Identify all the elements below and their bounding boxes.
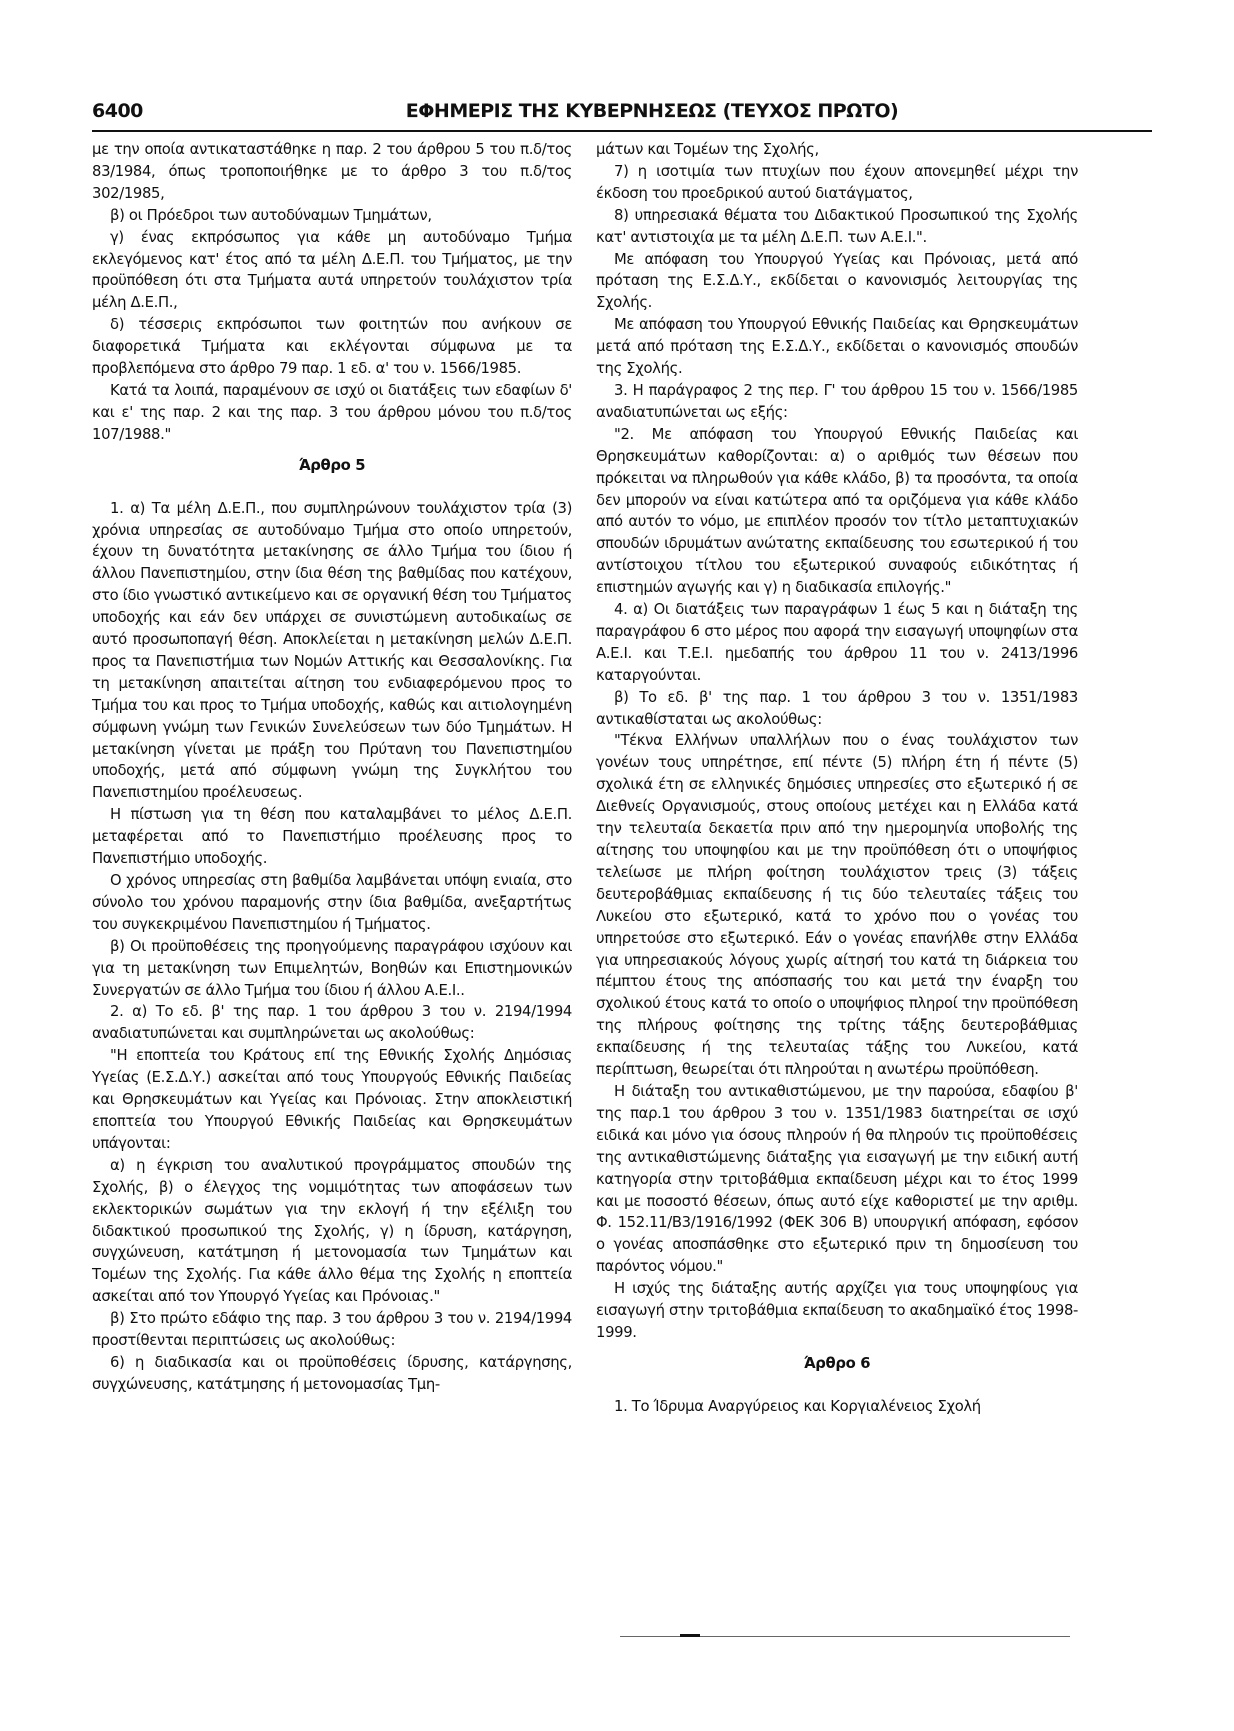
paragraph: με την οποία αντικαταστάθηκε η παρ. 2 του άρθρου 5 του π.δ/τος 83/1984, όπως τροποποιήθηκε με το άρθρο 3 του π.δ/τος 302/1985, bbox=[92, 141, 572, 202]
paragraph: 6) η διαδικασία και οι προϋποθέσεις ίδρυσης, κατάργησης, συγχώνευσης, κατάτμησης ή μετονομασίας Τμη- bbox=[92, 1353, 572, 1393]
paragraph: Κατά τα λοιπά, παραμένουν σε ισχύ οι διατάξεις των εδαφίων δ' και ε' της παρ. 2 και της παρ. 3 του άρθρου μόνου του π.δ/τος 107/1988." bbox=[92, 381, 572, 443]
paragraph: 1. Το Ίδρυμα Αναργύρειος και Κοργιαλένειος Σχολή bbox=[614, 1397, 981, 1415]
gazette-title: ΕΦΗΜΕΡΙΣ ΤΗΣ ΚΥΒΕΡΝΗΣΕΩΣ (ΤΕΥΧΟΣ ΠΡΩΤΟ) bbox=[405, 100, 899, 122]
paragraph: Η ισχύς της διάταξης αυτής αρχίζει για τους υποψηφίους για εισαγωγή στην τριτοβάθμια εκπαίδευση το ακαδημαϊκό έτος 1998-1999. bbox=[596, 1280, 1078, 1341]
right-column bbox=[596, 139, 1078, 1418]
paragraph: δ) τέσσερις εκπρόσωποι των φοιτητών που ανήκουν σε διαφορετικά Τμήματα και εκλέγονται σύμφωνα με τα προβλεπόμενα στο άρθρο 79 παρ. 1 εδ. α' του ν. 1566/1985. bbox=[92, 316, 572, 378]
paragraph: Η πίστωση για τη θέση που καταλαμβάνει το μέλος Δ.Ε.Π. μεταφέρεται από το Πανεπιστήμιο προέλευσης προς το Πανεπιστήμιο υποδοχής. bbox=[92, 806, 572, 868]
article-heading: Άρθρο 5 bbox=[298, 456, 366, 474]
paragraph: γ) ένας εκπρόσωπος για κάθε μη αυτοδύναμο Τμήμα εκλεγόμενος κατ' έτος από τα μέλη Δ.Ε.Π. του Τμήματος, με την προϋπόθεση ότι στα Τμήματα αυτά υπηρετούν τουλάχιστον τρία μέλη Δ.Ε.Π., bbox=[92, 228, 572, 312]
paragraph: "Τέκνα Ελλήνων υπαλλήλων που ο ένας τουλάχιστον των γονέων τους υπηρέτησε, επί πέντε (5) πλήρη έτη ή πέντε (5) σχολικά έτη σε ελληνικές δημόσιες υπηρεσίες στο εξωτερικό ή σε Διεθνείς Οργανισμούς, στους οποίους μετέχει και η Ελλάδα κατά την τελευταία δεκαετία πριν από την ημερομηνία υποβολής της αίτησης του υποψηφίου και με την προϋπόθεση ότι ο υποψήφιος τελείωσε με πλήρη φοίτηση τουλάχιστον τρεις (3) τάξεις δευτεροβάθμιας εκπαίδευσης ή τις δύο τελευταίες τάξεις του Λυκείου στο εξωτερικό, κατά το χρόνο που ο γονέας του υπηρετούσε στο εξωτερικό. Εάν ο γονέας επανήλθε στην Ελλάδα για υπηρεσιακούς λόγους χωρίς αίτησή του κατά τη διάρκεια του πέμπτου έτους της απόσπασής του και μετά την έναρξη του σχολικού έτους κατά το οποίο ο υποψήφιος πληροί την προϋπόθεση της πλήρους φοίτησης της τρίτης τάξης δευτεροβάθμιας εκπαίδευσης ή της τελευταίας τάξης του Λυκείου, κατά περίπτωση, θεωρείται ότι πληρούται η ανωτέρω προϋπόθεση. bbox=[596, 732, 1078, 1079]
paragraph: Με απόφαση του Υπουργού Εθνικής Παιδείας και Θρησκευμάτων μετά από πρόταση της Ε.Σ.Δ.Υ., εκδίδεται ο κανονισμός σπουδών της Σχολής. bbox=[596, 316, 1078, 378]
paragraph: Ο χρόνος υπηρεσίας στη βαθμίδα λαμβάνεται υπόψη ενιαία, στο σύνολο του χρόνου παραμονής στην ίδια βαθμίδα, ανεξαρτήτως του συγκεκριμένου Πανεπιστημίου ή Τμήματος. bbox=[92, 872, 572, 933]
left-column bbox=[92, 139, 572, 1396]
paragraph: 8) υπηρεσιακά θέματα του Διδακτικού Προσωπικού της Σχολής κατ' αντιστοιχία με τα μέλη Δ.Ε.Π. των Α.Ε.Ι.". bbox=[596, 206, 1078, 246]
paragraph: 3. Η παράγραφος 2 της περ. Γ' του άρθρου 15 του ν. 1566/1985 αναδιατυπώνεται ως εξής: bbox=[596, 381, 1078, 421]
paragraph: 7) η ισοτιμία των πτυχίων που έχουν απονεμηθεί μέχρι την έκδοση του προεδρικού αυτού διατάγματος, bbox=[596, 162, 1078, 202]
paragraph: μάτων και Τομέων της Σχολής, bbox=[596, 141, 819, 158]
paragraph: β) Το εδ. β' της παρ. 1 του άρθρου 3 του ν. 1351/1983 αντικαθίσταται ως ακολούθως: bbox=[596, 688, 1078, 728]
paragraph: β) Στο πρώτο εδάφιο της παρ. 3 του άρθρου 3 του ν. 2194/1994 προστίθενται περιπτώσεις ως ακολούθως: bbox=[92, 1310, 572, 1350]
footer-dash bbox=[680, 1634, 700, 1637]
paragraph: Η διάταξη του αντικαθιστώμενου, με την παρούσα, εδαφίου β' της παρ.1 του άρθρου 3 του ν. 1351/1983 διατηρείται σε ισχύ ειδικά και μόνο για όσους πληρούν ή θα πληρούν τις προϋποθέσεις της αντικαθιστώμενης διάταξης για εισαγωγή με την ειδική αυτή κατηγορία στην τριτοβάθμια εκπαίδευση μέχρι και το έτος 1999 και με ποσοστό θέσεων, όπως αυτό είχε καθοριστεί με την αριθμ. Φ. 152.11/Β3/1916/1992 (ΦΕΚ 306 Β) υπουργική απόφαση, εφόσον ο γονέας αποσπάσθηκε στο εξωτερικό πριν τη δημοσίευση του παρόντος νόμου." bbox=[596, 1082, 1078, 1276]
page-header bbox=[92, 100, 1152, 126]
paragraph: 1. α) Τα μέλη Δ.Ε.Π., που συμπληρώνουν τουλάχιστον τρία (3) χρόνια υπηρεσίας σε αυτοδύναμο Τμήμα στο οποίο υπηρετούν, έχουν τη δυνατότητα μετακίνησης σε άλλο Τμήμα του ίδιου ή άλλου Πανεπιστημίου, στην ίδια θέση της βαθμίδας που κατέχουν, στο ίδιο γνωστικό αντικείμενο και σε οργανική θέση του Τμήματος υποδοχής και εάν δεν υπάρχει σε συνιστώμενη αυτοδικαίως σε αυτό προσωποπαγή θέση. Αποκλείεται η μετακίνηση μελών Δ.Ε.Π. προς τα Πανεπιστήμια των Νομών Αττικής και Θεσσαλονίκης. Για τη μετακίνηση απαιτείται αίτηση του ενδιαφερόμενου προς το Τμήμα του και προς το Τμήμα υποδοχής, καθώς και αιτιολογημένη σύμφωνη γνώμη των Γενικών Συνελεύσεων των δύο Τμημάτων. Η μετακίνηση γίνεται με πράξη του Πρύτανη του Πανεπιστημίου υποδοχής, μετά από σύμφωνη γνώμη της Συγκλήτου του Πανεπιστημίου προέλευσεως. bbox=[92, 499, 572, 802]
paragraph: "Η εποπτεία του Κράτους επί της Εθνικής Σχολής Δημόσιας Υγείας (Ε.Σ.Δ.Υ.) ασκείται από τους Υπουργούς Εθνικής Παιδείας και Θρησκευμάτων και Υγείας και Πρόνοιας. Στην αποκλειστική εποπτεία του Υπουργού Εθνικής Παιδείας και Θρησκευμάτων υπάγονται: bbox=[92, 1047, 572, 1152]
paragraph: β) οι Πρόεδροι των αυτοδύναμων Τμημάτων, bbox=[110, 206, 432, 224]
page-number: 6400 bbox=[92, 100, 143, 122]
header-rule bbox=[92, 130, 1152, 132]
paragraph: "2. Με απόφαση του Υπουργού Εθνικής Παιδείας και Θρησκευμάτων καθορίζονται: α) ο αριθμός των θέσεων που πρόκειται να πληρωθούν για κάθε κλάδο, β) τα προσόντα, τα οποία δεν μπορούν να είναι κατώτερα από τα οριζόμενα για κάθε κλάδο από αυτόν το νόμο, με επιπλέον προσόν τον τίτλο μεταπτυχιακών σπουδών ιδρυμάτων ανώτατης εκπαίδευσης του εσωτερικού ή του αντίστοιχου τίτλου του εξωτερικού συναφούς ειδικότητας ή επιστημών αγωγής και γ) η διαδικασία επιλογής." bbox=[596, 425, 1078, 597]
paragraph: Με απόφαση του Υπουργού Υγείας και Πρόνοιας, μετά από πρόταση της Ε.Σ.Δ.Υ., εκδίδεται ο κανονισμός λειτουργίας της Σχολής. bbox=[596, 250, 1078, 312]
article-heading: Άρθρο 6 bbox=[803, 1354, 871, 1372]
paragraph: α) η έγκριση του αναλυτικού προγράμματος σπουδών της Σχολής, β) ο έλεγχος της νομιμότητας των αποφάσεων των εκλεκτορικών σωμάτων για την εκλογή ή την εξέλιξη του διδακτικού προσωπικού της Σχολής, γ) η ίδρυση, κατάργηση, συγχώνευση, κατάτμηση ή μετονομασία των Τμημάτων και Τομέων της Σχολής. Για κάθε άλλο θέμα της Σχολής η εποπτεία ασκείται από τον Υπουργό Υγείας και Πρόνοιας." bbox=[92, 1156, 572, 1306]
paragraph: 2. α) Το εδ. β' της παρ. 1 του άρθρου 3 του ν. 2194/1994 αναδιατυπώνεται και συμπληρώνεται ως ακολούθως: bbox=[92, 1003, 572, 1043]
paragraph: β) Οι προϋποθέσεις της προηγούμενης παραγράφου ισχύουν και για τη μετακίνηση των Επιμελητών, Βοηθών και Επιστημονικών Συνεργατών σε άλλο Τμήμα του ίδιου ή άλλου Α.Ε.Ι.. bbox=[92, 937, 572, 999]
paragraph: 4. α) Οι διατάξεις των παραγράφων 1 έως 5 και η διάταξη της παραγράφου 6 στο μέρος που αφορά την εισαγωγή υποψηφίων στα Α.Ε.Ι. και Τ.Ε.Ι. ημεδαπής του άρθρου 11 του ν. 2413/1996 καταργούνται. bbox=[596, 601, 1078, 684]
